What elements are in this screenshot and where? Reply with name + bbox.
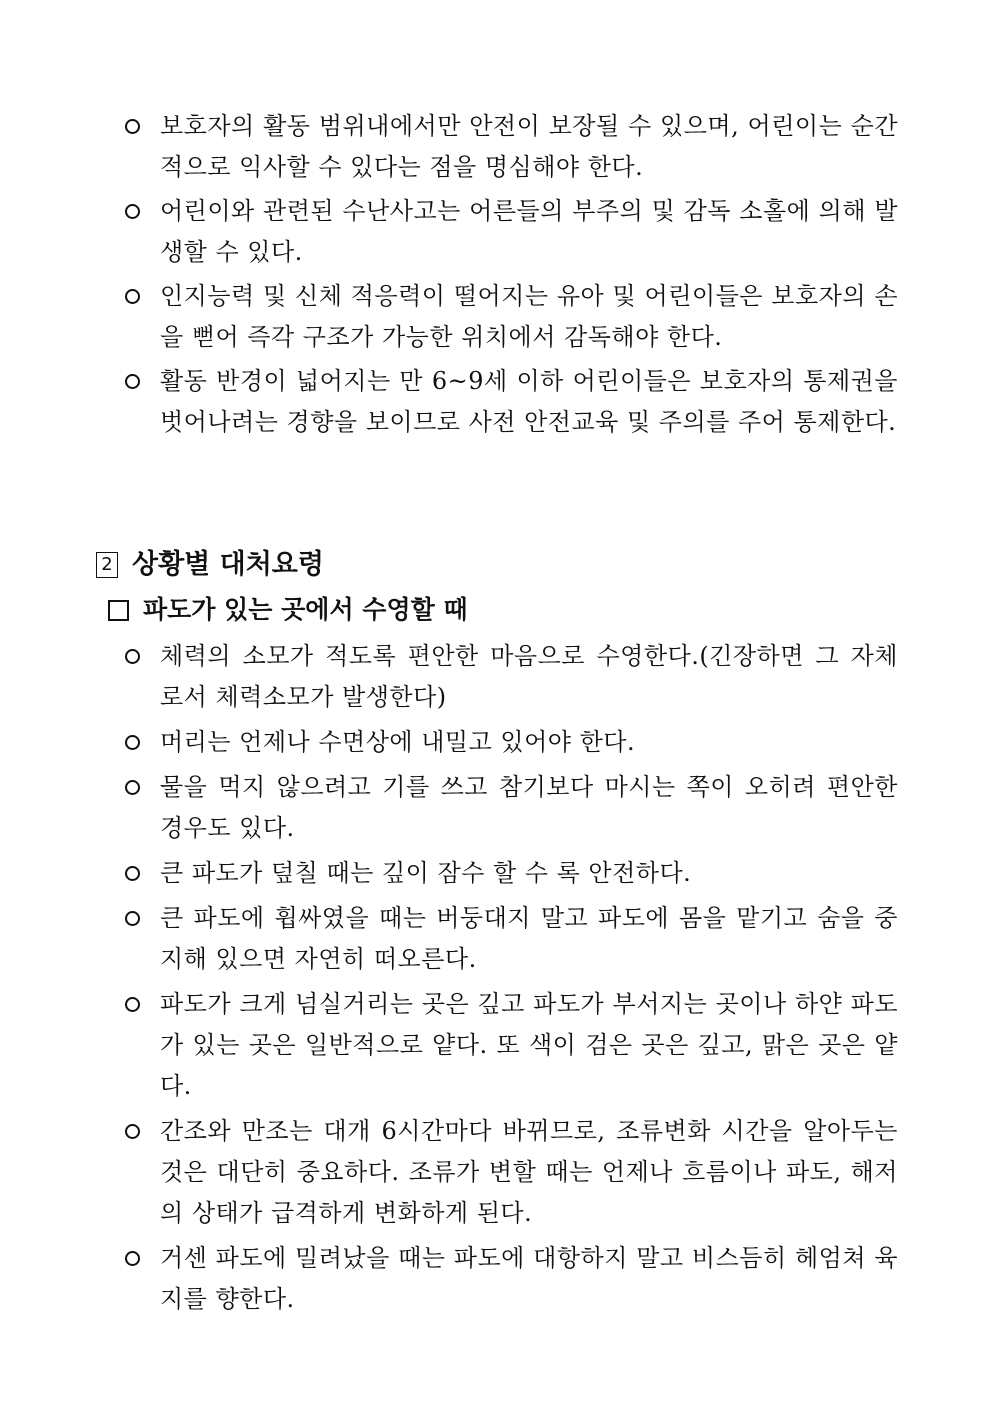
square-bullet-icon	[108, 600, 129, 621]
list-item-text: 큰 파도가 덮칠 때는 깊이 잠수 할 수 록 안전하다.	[160, 859, 692, 887]
circle-bullet-icon	[125, 289, 140, 304]
section-number-box: 2	[96, 552, 118, 578]
circle-bullet-icon	[125, 119, 140, 134]
list-item	[122, 1238, 898, 1320]
list-item	[122, 853, 898, 894]
list-item	[122, 361, 898, 443]
list-item	[122, 276, 898, 358]
list-item-text: 머리는 언제나 수면상에 내밀고 있어야 한다.	[160, 728, 636, 756]
list-item-text: 활동 반경이 넓어지는 만 6~9세 이하 어린이들은 보호자의 통제권을 벗어나려는 경향을 보이므로 사전 안전교육 및 주의를 주어 통제한다.	[160, 367, 898, 436]
circle-bullet-icon	[125, 735, 140, 750]
circle-bullet-icon	[125, 649, 140, 664]
wave-swimming-list	[122, 636, 898, 1324]
circle-bullet-icon	[125, 866, 140, 881]
section-title: 상황별 대처요령	[132, 549, 324, 580]
circle-bullet-icon	[125, 780, 140, 795]
list-item	[122, 106, 898, 188]
circle-bullet-icon	[125, 1251, 140, 1266]
list-item	[122, 1111, 898, 1234]
list-item	[122, 636, 898, 718]
list-item	[122, 984, 898, 1107]
list-item-text: 보호자의 활동 범위내에서만 안전이 보장될 수 있으며, 어린이는 순간적으로 익사할 수 있다는 점을 명심해야 한다.	[160, 112, 898, 181]
child-safety-list	[122, 106, 898, 446]
section-heading	[96, 545, 324, 585]
list-item-text: 거센 파도에 밀려났을 때는 파도에 대항하지 말고 비스듬히 헤엄쳐 육지를 향한다.	[160, 1244, 898, 1313]
circle-bullet-icon	[125, 374, 140, 389]
list-item-text: 물을 먹지 않으려고 기를 쓰고 참기보다 마시는 쪽이 오히려 편안한 경우도 있다.	[160, 773, 898, 842]
list-item	[122, 767, 898, 849]
list-item-text: 큰 파도에 휩싸였을 때는 버둥대지 말고 파도에 몸을 맡기고 숨을 중지해 있으면 자연히 떠오른다.	[160, 904, 898, 973]
circle-bullet-icon	[125, 911, 140, 926]
list-item-text: 어린이와 관련된 수난사고는 어른들의 부주의 및 감독 소홀에 의해 발생할 수 있다.	[160, 197, 898, 266]
subsection-title: 파도가 있는 곳에서 수영할 때	[143, 595, 468, 624]
subsection-heading	[108, 591, 468, 629]
list-item	[122, 722, 898, 763]
circle-bullet-icon	[125, 1124, 140, 1139]
list-item-text: 간조와 만조는 대개 6시간마다 바뀌므로, 조류변화 시간을 알아두는 것은 대단히 중요하다. 조류가 변할 때는 언제나 흐름이나 파도, 해저의 상태가 급격하게 변화하게 된다.	[160, 1117, 898, 1227]
circle-bullet-icon	[125, 997, 140, 1012]
list-item-text: 체력의 소모가 적도록 편안한 마음으로 수영한다.(긴장하면 그 자체로서 체력소모가 발생한다)	[160, 642, 898, 711]
list-item-text: 파도가 크게 넘실거리는 곳은 깊고 파도가 부서지는 곳이나 하얀 파도가 있는 곳은 일반적으로 얕다. 또 색이 검은 곳은 깊고, 맑은 곳은 얕다.	[160, 990, 898, 1100]
list-item-text: 인지능력 및 신체 적응력이 떨어지는 유아 및 어린이들은 보호자의 손을 뻗어 즉각 구조가 가능한 위치에서 감독해야 한다.	[160, 282, 898, 351]
list-item	[122, 191, 898, 273]
circle-bullet-icon	[125, 204, 140, 219]
list-item	[122, 898, 898, 980]
